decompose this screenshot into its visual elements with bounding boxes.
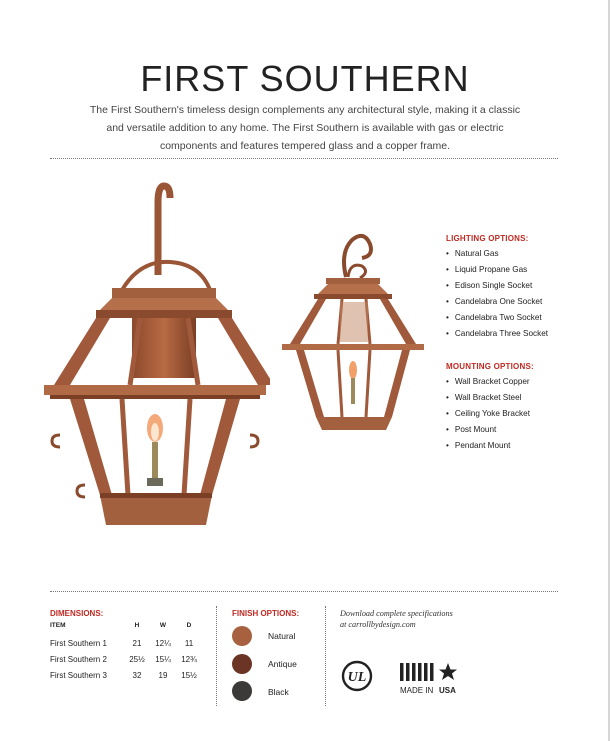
- finish-swatch-black: [232, 681, 252, 701]
- lighting-options-heading: LIGHTING OPTIONS:: [446, 234, 529, 243]
- finish-options-heading: FINISH OPTIONS:: [232, 609, 300, 618]
- width-value: 12¼: [155, 638, 171, 648]
- ul-listed-logo: [341, 660, 373, 692]
- item-name: First Southern 2: [50, 654, 107, 664]
- lighting-option-item: • Edison Single Socket: [446, 278, 548, 294]
- product-title: FIRST SOUTHERN: [140, 58, 470, 100]
- section-divider: [325, 606, 326, 706]
- finish-swatch-natural: [232, 626, 252, 646]
- finish-label: Black: [268, 687, 289, 697]
- star-icon: [439, 663, 457, 680]
- width-value: 19: [158, 670, 168, 680]
- height-value: 32: [132, 670, 142, 680]
- download-link-text: at carrollbydesign.com: [340, 620, 416, 629]
- product-description: The First Southern's timeless design complements any architectural style, making it a classic and versatile addition to any home. The First Southern is available with gas or electric components and features tempered glass and a copper frame.: [89, 103, 521, 152]
- large-lantern-image: [40, 180, 270, 530]
- finish-label: Antique: [268, 659, 297, 669]
- height-value: 25½: [129, 654, 145, 664]
- item-name: First Southern 3: [50, 670, 107, 680]
- depth-value: 15½: [181, 670, 197, 680]
- lighting-option-item: • Candelabra Three Socket: [446, 326, 548, 342]
- mounting-option-item: • Pendant Mount: [446, 438, 530, 454]
- top-divider: [50, 158, 558, 159]
- depth-value: 12¾: [181, 654, 197, 664]
- small-lantern-image: [280, 232, 430, 437]
- lighting-option-item: • Candelabra One Socket: [446, 294, 548, 310]
- column-header-item: ITEM: [50, 622, 66, 629]
- mounting-options-heading: MOUNTING OPTIONS:: [446, 362, 534, 371]
- made-in-text: MADE IN: [400, 686, 434, 695]
- dimensions-header-row: [50, 622, 202, 635]
- dimensions-heading: DIMENSIONS:: [50, 609, 104, 618]
- download-note: [340, 608, 510, 630]
- item-name: First Southern 1: [50, 638, 107, 648]
- dimensions-table: [50, 622, 202, 683]
- finish-label: Natural: [268, 631, 296, 641]
- download-line: Download complete specifications: [340, 609, 453, 618]
- column-header-w: W: [159, 622, 167, 629]
- finish-swatch-antique: [232, 654, 252, 674]
- depth-value: 11: [184, 638, 194, 648]
- lighting-option-item: • Candelabra Two Socket: [446, 310, 548, 326]
- bottom-divider: [50, 591, 558, 592]
- table-row: [50, 635, 202, 651]
- column-header-d: D: [186, 622, 192, 629]
- width-value: 15¼: [155, 654, 171, 664]
- mounting-option-item: • Ceiling Yoke Bracket: [446, 406, 530, 422]
- ul-logo-text: UL: [347, 670, 367, 685]
- table-row: [50, 651, 202, 667]
- mounting-options-list: [446, 374, 530, 454]
- usa-text: USA: [439, 686, 456, 695]
- section-divider: [216, 606, 217, 706]
- mounting-option-item: • Wall Bracket Steel: [446, 390, 530, 406]
- made-in-usa-logo: [400, 663, 464, 697]
- mounting-option-item: • Wall Bracket Copper: [446, 374, 530, 390]
- table-row: [50, 667, 202, 683]
- lighting-options-list: [446, 246, 548, 342]
- lighting-option-item: • Natural Gas: [446, 246, 548, 262]
- lighting-option-item: • Liquid Propane Gas: [446, 262, 548, 278]
- mounting-option-item: • Post Mount: [446, 422, 530, 438]
- height-value: 21: [132, 638, 142, 648]
- column-header-h: H: [134, 622, 140, 629]
